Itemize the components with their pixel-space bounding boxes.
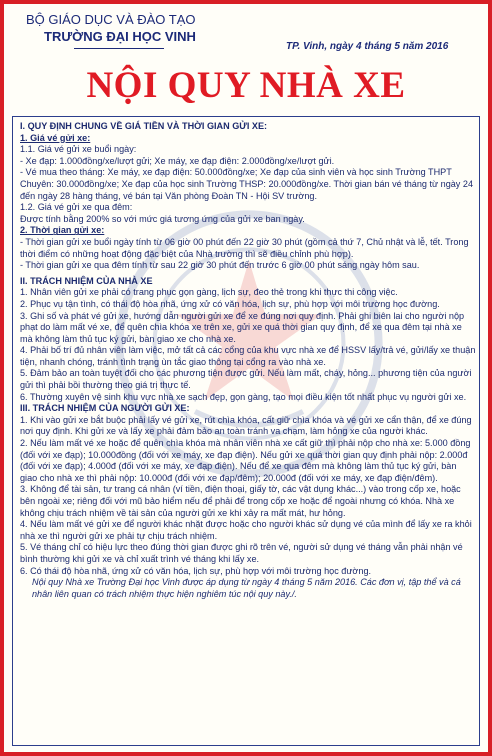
subheading-parking-time: 2. Thời gian gửi xe: [20,225,105,236]
school-name: TRƯỜNG ĐẠI HỌC VINH [44,29,196,44]
section-heading-1: I. QUY ĐỊNH CHUNG VỀ GIÁ TIỀN VÀ THỜI GIAN GỬI XE: [20,121,268,131]
list-item: 2. Nếu làm mất vé xe hoặc để quên chìa khóa mà nhân viên nhà xe cất giữ thì phải nộp cho nhà xe: 5.000 đồng (đối với xe đạp); 10.000đồng (đối với xe máy, xe đạp điện). Nếu gửi xe quá thời gian quy định phải nộp: 2.000đ (đối với xe đạp); 4.000đ (đối với xe máy, xe đạp điện). Nếu để xe qua đêm mà không làm thủ tục ký gửi, bàn giao cho nhà xe thì phải nộp: 10.000đ (đối với xe đạp/đêm); 20.000đ (đối với xe máy, xe đạp điện/đêm). [20,438,471,483]
list-item: 2. Phục vụ tận tình, có thái độ hòa nhã, ứng xử có văn hóa, lịch sự, phù hợp với môi trường học đường. [20,298,440,309]
closing-statement: Nội quy Nhà xe Trường Đại học Vinh được áp dụng từ ngày 4 tháng 5 năm 2016. Các đơn vị, tập thể và cá nhân liên quan có trách nhiệm thực hiện nghiêm túc nội quy này./. [32,577,461,599]
page-title: NỘI QUY NHÀ XE [86,65,406,106]
section-heading-2: II. TRÁCH NHIỆM CỦA NHÀ XE [20,275,153,286]
text-line: - Xe đạp: 1.000đồng/xe/lượt gửi; Xe máy, xe đạp điện: 2.000đồng/xe/lượt gửi. [20,155,335,166]
list-item: 4. Nếu làm mất vé gửi xe để người khác nhặt được hoặc cho người khác sử dụng vé của mình để lấy xe ra khỏi nhà xe thì người gửi xe phải tự chịu trách nhiệm. [20,519,472,541]
list-item: 5. Đảm bảo an toàn tuyệt đối cho các phương tiện được gửi. Nếu làm mất, cháy, hỏng... phương tiện của người gửi thì phải bồi thường theo giá trị thực tế. [20,368,472,391]
list-item: 3. Ghi số và phát vé gửi xe, hướng dẫn người gửi xe để xe đúng nơi quy định. Phải ghi biên lai cho người nộp phạt do làm mất vé xe, để quên chìa khóa xe trên xe, gửi xe quá thời gian quy định, để xe qua đêm tại nhà xe mà không làm thủ tục ký gửi, bàn giao xe cho nhà xe. [20,310,465,344]
text-line: Được tính bằng 200% so với mức giá tương ứng của gửi xe ban ngày. [20,213,305,224]
text-line: - Thời gian gửi xe qua đêm tính từ sau 22 giờ 30 phút đến trước 6 giờ 00 phút sáng ngày hôm sau. [20,260,420,271]
issue-date: TP. Vinh, ngày 4 tháng 5 năm 2016 [286,41,449,52]
text-line: - Vé mua theo tháng: Xe máy, xe đạp điện: 50.000đồng/xe; Xe đạp của sinh viên và học sinh Trường THPT Chuyên: 30.000đồng/xe; Xe đạp của học sinh Trường THSP: 20.000đồng/xe. Thời gian bán vé tháng từ ngày 24 đến ngày 28 hàng tháng, vé bán tại Văn phòng Đoàn TN - Hội SV trường. [20,167,473,201]
ministry-name: BỘ GIÁO DỤC VÀ ĐÀO TẠO [26,12,196,27]
list-item: 5. Vé tháng chỉ có hiệu lực theo đúng thời gian được ghi rõ trên vé, người sử dụng vé tháng vẫn phải nhận vé bình thường khi gửi xe và chỉ xuất trình vé tháng khi lấy xe. [20,542,463,564]
subheading-ticket-price: 1. Giá vé gửi xe: [20,132,91,143]
list-item: 6. Thường xuyên vệ sinh khu vực nhà xe sạch đẹp, gọn gàng, tạo mọi điều kiện tốt nhất phục vụ người gửi xe. [20,391,467,402]
section-heading-3: III. TRÁCH NHIỆM CỦA NGƯỜI GỬI XE: [20,403,190,414]
list-item: 1. Khi vào gửi xe bắt buộc phải lấy vé gửi xe, rút chìa khóa, cất giữ chìa khóa và vé gửi xe cẩn thận, để xe đúng nơi quy định. Khi gửi xe và lấy xe phải đảm bảo an toàn tránh va chạm, làm hỏng xe của người khác. [20,414,472,437]
subheading-day-price: 1.1. Giá vé gửi xe buổi ngày: [20,144,137,155]
list-item: 4. Phải bố trí đủ nhân viên làm việc, mở tất cả các cổng của khu vực nhà xe để HSSV lấy/trả vé, gửi/lấy xe thuận tiện, nhanh chóng, tránh tình trạng ùn tắc giao thông tại cổng ra vào nhà xe. [20,345,476,367]
list-item: 6. Có thái độ hòa nhã, ứng xử có văn hóa, lịch sự, phù hợp với môi trường học đường. [20,565,372,576]
notice-body [20,121,476,600]
header-underline [74,48,164,49]
text-line: - Thời gian gửi xe buổi ngày tính từ 06 giờ 00 phút đến 22 giờ 30 phút (gồm cả thứ 7, Chủ nhật và lễ, tết. Trong thời điểm có những hoạt động đặc biệt của Nhà trường thì sẽ điều chỉnh phù hợp). [20,236,469,259]
subheading-night-price: 1.2. Giá vé gửi xe qua đêm: [20,202,133,213]
list-item: 1. Nhân viên gửi xe phải có trang phục gọn gàng, lịch sự, đeo thẻ trong khi thực thi công việc. [20,287,398,298]
list-item: 3. Không để tài sản, tư trang cá nhân (ví tiền, điện thoại, giấy tờ, các vật dụng khác...) vào trong cốp xe, hoặc bên ngoài xe; riêng đối với mũ bảo hiểm nếu để phải để trong cốp xe hoặc để ngoài nhưng có khóa. Nhà xe không chịu trách nhiệm về tài sản của người gửi xe khi xảy ra mất mát, hư hỏng. [20,484,461,518]
